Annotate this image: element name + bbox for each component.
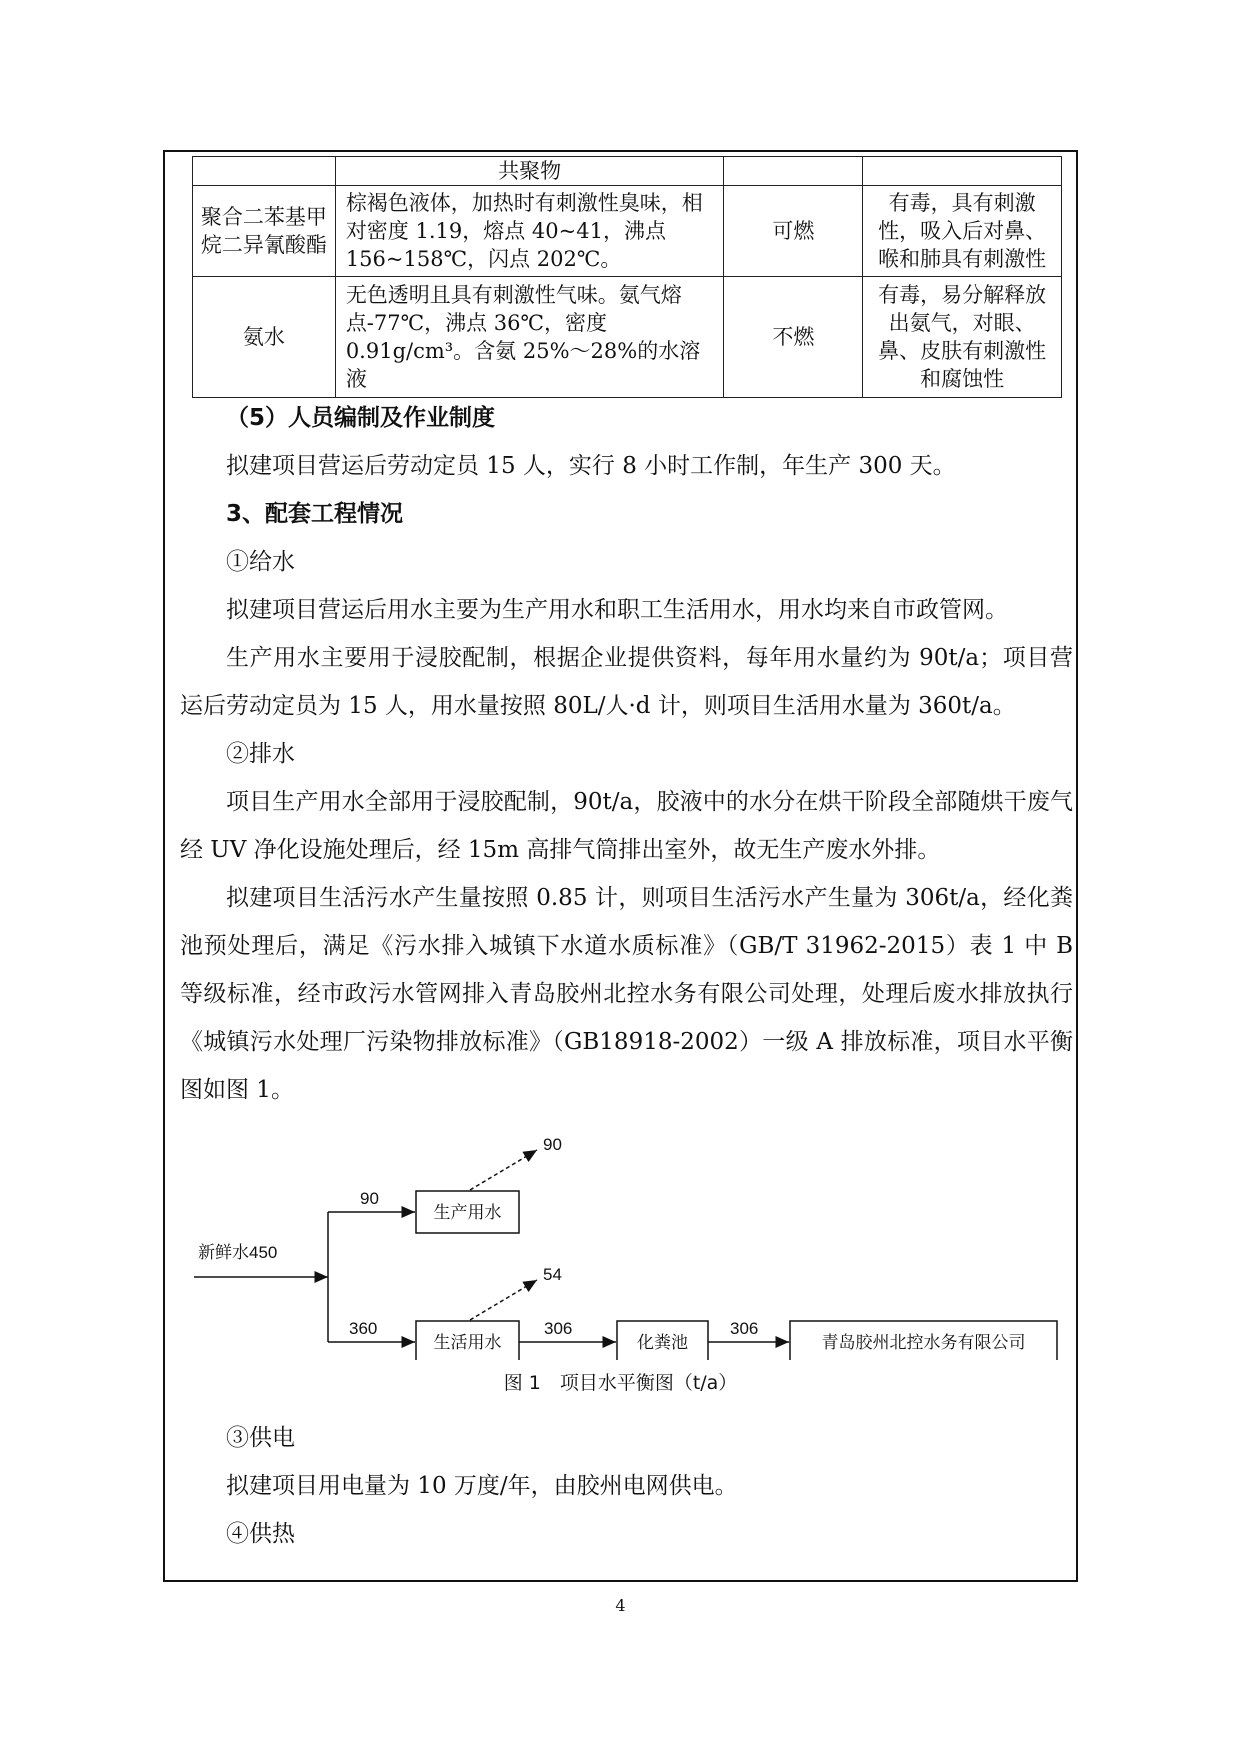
subsection-heading: ①给水 bbox=[226, 549, 295, 575]
water-balance-diagram bbox=[192, 1130, 1072, 1360]
table-cell-toxicity: 有毒，易分解释放出氨气，对眼、鼻、皮肤有刺激性和腐蚀性 bbox=[863, 277, 1062, 398]
production-loss-label: 90 bbox=[543, 1135, 562, 1154]
fresh-water-label: 新鲜水450 bbox=[198, 1243, 278, 1262]
table-cell-flammability bbox=[724, 157, 863, 186]
domestic-loss-arrow bbox=[470, 1280, 537, 1320]
septic-out-label: 306 bbox=[730, 1319, 759, 1338]
domestic-loss-label: 54 bbox=[543, 1265, 562, 1284]
after-figure-text bbox=[180, 1414, 1073, 1558]
subsection-heading: ④供热 bbox=[226, 1521, 295, 1547]
figure-caption: 图 1 项目水平衡图（t/a） bbox=[503, 1372, 738, 1394]
table-cell-name: 氨水 bbox=[193, 277, 336, 398]
production-loss-arrow bbox=[470, 1150, 537, 1190]
paragraph: 拟建项目生活污水产生量按照 0.85 计，则项目生活污水产生量为 306t/a，经化粪池预处理后，满足《污水排入城镇下水道水质标准》（GB/T 31962-2015）表 1 中 B 等级标准，经市政污水管网排入青岛胶州北控水务有限公司处理，处理后废水排放执行《城镇污水处理厂污染物排放标准》（GB18918-2002）一级 A 排放标准，项目水平衡图如图 1。 bbox=[180, 885, 1073, 1103]
main-text bbox=[180, 394, 1073, 1114]
plant-box-label: 青岛胶州北控水务有限公司 bbox=[821, 1333, 1026, 1352]
table-row bbox=[193, 277, 1062, 398]
paragraph: 项目生产用水全部用于浸胶配制，90t/a，胶液中的水分在烘干阶段全部随烘干废气经 UV 净化设施处理后，经 15m 高排气筒排出室外，故无生产废水外排。 bbox=[180, 789, 1073, 863]
paragraph: 拟建项目营运后用水主要为生产用水和职工生活用水，用水均来自市政管网。 bbox=[226, 597, 1008, 623]
subsection-heading: ③供电 bbox=[226, 1425, 295, 1451]
production-box-label: 生产用水 bbox=[433, 1203, 502, 1222]
paragraph: 拟建项目营运后劳动定员 15 人，实行 8 小时工作制，年生产 300 天。 bbox=[226, 453, 956, 479]
page-number: 4 bbox=[615, 1596, 626, 1615]
table-cell-desc: 棕褐色液体，加热时有刺激性臭味，相对密度 1.19，熔点 40~41，沸点 156~158℃，闪点 202℃。 bbox=[335, 186, 724, 277]
chemical-properties-table bbox=[192, 156, 1062, 398]
section-heading: 3、配套工程情况 bbox=[226, 501, 404, 527]
paragraph: 生产用水主要用于浸胶配制，根据企业提供资料，每年用水量约为 90t/a；项目营运后劳动定员为 15 人，用水量按照 80L/人·d 计，则项目生活用水量为 360t/a。 bbox=[180, 645, 1073, 719]
septic-box-label: 化粪池 bbox=[637, 1333, 688, 1352]
section-heading: （5）人员编制及作业制度 bbox=[226, 405, 496, 431]
table-cell-desc: 共聚物 bbox=[335, 157, 724, 186]
table-cell-toxicity bbox=[863, 157, 1062, 186]
domestic-box-label: 生活用水 bbox=[433, 1333, 502, 1352]
table-cell-toxicity: 有毒，具有刺激性，吸入后对鼻、喉和肺具有刺激性 bbox=[863, 186, 1062, 277]
production-in-label: 90 bbox=[360, 1189, 379, 1208]
domestic-in-label: 360 bbox=[349, 1319, 378, 1338]
table-row bbox=[193, 186, 1062, 277]
table-cell-flammability: 不燃 bbox=[724, 277, 863, 398]
table-cell-name: 聚合二苯基甲烷二异氰酸酯 bbox=[193, 186, 336, 277]
subsection-heading: ②排水 bbox=[226, 741, 295, 767]
table-cell-name bbox=[193, 157, 336, 186]
diagram-svg bbox=[192, 1130, 1072, 1360]
paragraph: 拟建项目用电量为 10 万度/年，由胶州电网供电。 bbox=[226, 1473, 738, 1499]
table-cell-desc: 无色透明且具有刺激性气味。氨气熔点-77℃，沸点 36℃，密度 0.91g/cm³。含氨 25%～28%的水溶液 bbox=[335, 277, 724, 398]
table-cell-flammability: 可燃 bbox=[724, 186, 863, 277]
table-row bbox=[193, 157, 1062, 186]
domestic-out-label: 306 bbox=[544, 1319, 573, 1338]
